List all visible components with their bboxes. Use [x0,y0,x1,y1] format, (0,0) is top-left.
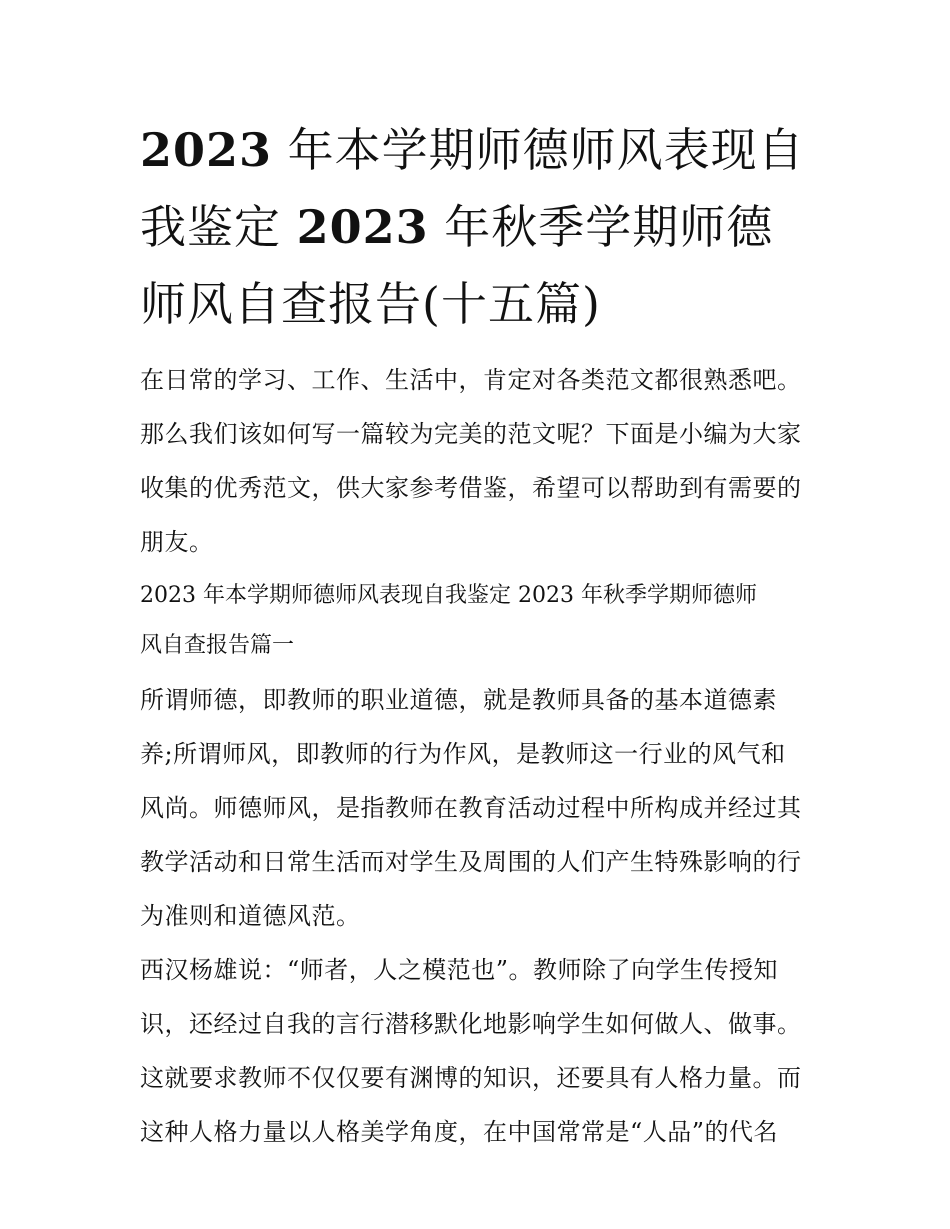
body-paragraph-1 [140,673,812,943]
intro-line: 那么我们该如何写一篇较为完美的范文呢？下面是小编为大家 [140,420,802,448]
body-line: 这就要求教师不仅仅要有渊博的知识，还要具有人格力量。而 [140,1064,802,1092]
body-line: 风尚。师德师风，是指教师在教育活动过程中所构成并经过其 [140,794,802,822]
intro-line: 在日常的学习、工作、生活中，肯定对各类范文都很熟悉吧。 [140,366,802,394]
intro-paragraph [140,353,812,569]
title-line-1 [140,112,812,189]
title-year-2: 2023 [296,200,429,254]
title-line-2-text: 年秋季学期师德 [428,200,774,254]
section-heading-line: 2023 年本学期师德师风表现自我鉴定 2023 年秋季学期师德师 [140,583,757,608]
body-line: 识，还经过自我的言行潜移默化地影响学生如何做人、做事。 [140,1010,802,1038]
body-line: 养;所谓师风，即教师的行为作风，是教师这一行业的风气和 [140,740,786,768]
section-heading [140,571,812,671]
body-line: 所谓师德，即教师的职业道德，就是教师具备的基本道德素 [140,686,777,714]
body-line: 为准则和道德风范。 [140,902,361,930]
title-line-2-lead: 我鉴定 [140,200,297,254]
document-title [140,112,812,343]
body-paragraph-2 [140,943,812,1159]
title-line-2 [140,189,812,266]
section-heading-line: 风自查报告篇一 [140,633,295,658]
body-line: 这种人格力量以人格美学角度，在中国常常是“人品”的代名 [140,1118,779,1146]
title-year-1: 2023 [140,123,273,177]
title-line-3: 师风自查报告(十五篇) [140,277,601,331]
document-page [140,112,812,1159]
intro-line: 朋友。 [140,528,214,556]
title-line-1-text: 年本学期师德师风表现自 [272,123,805,177]
body-line: 教学活动和日常生活而对学生及周围的人们产生特殊影响的行 [140,848,802,876]
intro-line: 收集的优秀范文，供大家参考借鉴，希望可以帮助到有需要的 [140,474,802,502]
body-line: 西汉杨雄说：“师者，人之模范也”。教师除了向学生传授知 [140,956,779,984]
